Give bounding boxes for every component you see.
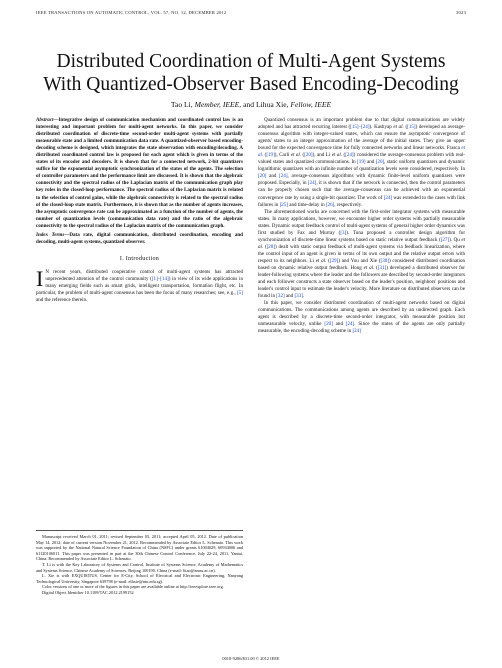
author-1-affiliation: Member, IEEE, xyxy=(194,100,242,109)
citation-link[interactable]: [30] xyxy=(380,257,389,264)
author-conjunction: and xyxy=(243,100,255,109)
text-run: , static uniform quantizers and dynamic logarithmic quantizers with an infinite number of quantization levels were considered, respectively. In xyxy=(258,159,466,173)
text-run: ( xyxy=(374,264,378,271)
text-run: , it is shown that if the network is connected, then the control parameters can be properly chosen such that the average-consensus can be achieved with an exponential convergence rate by using a single-bit quantizer. The work of xyxy=(258,180,465,201)
citation-link[interactable]: [27] xyxy=(440,236,450,243)
text-run: and xyxy=(266,173,280,180)
intro-text-b: ) in view of its wide applications in many emerging fields such as smart grids, intelligent transportation, formation flight, etc. In particular, the problem of multi-agent consensus has been the focus of many researches; see, e.g., xyxy=(36,275,243,297)
citation-link[interactable]: [26] xyxy=(325,201,335,208)
text-run: , average-consensus algorithms with dynamic finite-level uniform quantizers were proposed. Especially, in xyxy=(258,173,465,187)
et-al: et al. xyxy=(331,152,343,159)
citation-link[interactable]: [31] xyxy=(377,264,387,271)
text-run: ( xyxy=(403,124,408,131)
text-run: ) considered the average-consensus problem with real-valued states and quantized communications. In xyxy=(258,152,465,166)
citation-link[interactable]: [1]–[14] xyxy=(151,275,169,282)
abstract xyxy=(36,117,243,230)
text-run: ) developed a distributed observer for leader-following systems where the leader and the followers are described by second-order integrators and each follower constructs a state observer based on the leader's position, neighbors' positions and leader's control input to estimate the leader's velocity. More literature on distributed observers can be found in xyxy=(258,264,465,300)
index-terms xyxy=(36,232,243,246)
citation-link[interactable]: [20] xyxy=(324,321,333,328)
citation-link[interactable]: [24] xyxy=(279,173,288,180)
citation-link[interactable]: [29] xyxy=(329,257,339,264)
left-column xyxy=(36,117,243,304)
footnote-manuscript: Manuscript received March 01, 2011; revised September 03, 2011; accepted April 05, 2012. Date of publication May 14, 2012; date of current version November 21, 2012. Recommended by Associate Editor L. Schenato. This work was supported by the National Natural Science Foundation of China (NSFC) under grants 61004029, 60934006 and 61120106011. This paper was presented in part at the 30th Chinese Control Conference, July 22-24, 2011, Yantai, China. Recommended by Associate Editor L. Schenato. xyxy=(36,534,243,562)
page-number: 3023 xyxy=(456,10,466,15)
citation-link[interactable]: [5] xyxy=(237,290,243,297)
text-run: In this paper, we consider distributed coordination of multi-agent networks based on digital communications. The communications among agents are described by an undirected graph. Each agent is described by a discrete-time second-order integrator, with measurable position but unmeasurable velocity, unlike xyxy=(258,300,465,328)
text-run: ( xyxy=(326,257,330,264)
text-run: and xyxy=(365,159,376,166)
introduction-paragraph xyxy=(36,265,243,304)
intro-text-a: N recent years, distributed cooperative control of multi-agent systems has attracted unprecedented attention of the control community ( xyxy=(45,268,243,282)
citation-link[interactable]: [20] xyxy=(258,173,267,180)
citation-link[interactable]: [3] xyxy=(340,229,347,236)
title-line-1: Distributed Coordination of Multi-Agent Systems xyxy=(56,51,446,72)
citation-link[interactable]: [25] xyxy=(279,201,289,208)
first-page-footnote xyxy=(36,530,243,596)
citation-link[interactable]: [32] xyxy=(276,293,285,300)
text-run: and time-delay in xyxy=(288,201,326,208)
text-run: ( xyxy=(342,152,346,159)
citation-link[interactable]: [28] xyxy=(266,243,276,250)
index-terms-text: —Data rate, digital communication, distributed coordination, encoding and decoding, multi-agent systems, quantized observer. xyxy=(36,231,243,245)
citation-link[interactable]: [20] xyxy=(304,152,313,159)
author-2-affiliation: Fellow, IEEE xyxy=(290,100,332,109)
copyright-line: 0018-9286/$31.00 © 2012 IEEE xyxy=(222,656,280,661)
footnote-color-versions: Color versions of one or more of the figures in this paper are available online at http://ieeexplore.ieee.org. xyxy=(42,584,224,590)
abstract-text: —Integrative design of communication mechanism and coordinated control law is an interesting and important problem for multi-agent networks. In this paper, we consider distributed coordination of discrete-time second-order multi-agent systems with partially measurable state and a limited communication data rate. A quantized-observer based encoding-decoding scheme is designed, which integrates the state observation with encoding/decoding. A distributed coordinated control law is proposed for each agent which is given in terms of the states of its encoder and decoders. It is shown that for a connected network, 2-bit quantizers suffice for the exponential asymptotic synchronization of the states of the agents. The selection of controller parameters and the performance limit are discussed. It is shown that the algebraic connectivity and the spectral radius of the Laplacian matrix of the communication graph play key roles in the closed-loop performance. The spectral radius of the Laplacian matrix is related to the selection of control gains, while the algebraic connectivity is related to the spectral radius of the closed-loop state matrix. Furthermore, it is shown that as the number of agents increases, the asymptotic convergence rate can be approximated as a function of the number of agents, the number of quantization levels (communication data rate) and the ratio of the algebraic connectivity to the spectral radius of the Laplacian matrix of the communication graph. xyxy=(36,117,243,229)
body-paragraph-1 xyxy=(258,117,465,209)
et-al: et al. xyxy=(363,264,375,271)
citation-link[interactable]: [15]–[24] xyxy=(350,124,370,131)
right-column xyxy=(258,117,465,335)
text-run: ) and You and Xie ( xyxy=(338,257,381,264)
drop-cap: I xyxy=(36,265,44,291)
et-al: et al. xyxy=(290,152,302,159)
text-run: ). Tuna proposed a controller design algorithm for synchronization of discrete-time linear systems based on static relative output feedback ( xyxy=(258,229,466,243)
footnote-doi: Digital Object Identifier 10.1109/TAC.2012.2199152 xyxy=(42,589,134,595)
body-paragraph-2 xyxy=(258,209,465,301)
citation-link[interactable]: [24] xyxy=(345,321,355,328)
text-run: ( xyxy=(263,243,267,250)
text-run: ( xyxy=(301,152,305,159)
author-2: Lihua Xie xyxy=(255,100,287,109)
footnote-author-1: T. Li is with the Key Laboratory of Systems and Control, Institute of Systems Science, Academy of Mathematics and Systems Science, Chinese Academy of Sciences, Beijing 100190, China (e-mail: litao@amss.ac.cn). xyxy=(36,561,243,573)
citation-link[interactable]: [24] xyxy=(345,152,354,159)
text-run: ), and Li xyxy=(312,152,332,159)
text-run: . Since the states of the agents are only partially measurable, the encoding-decoding scheme in xyxy=(258,321,466,335)
author-1: Tao Li xyxy=(170,100,191,109)
journal-name: IEEE TRANSACTIONS ON AUTOMATIC CONTROL, VOL. 57, NO. 12, DECEMBER 2012 xyxy=(36,10,227,15)
citation-link[interactable]: [20] xyxy=(375,159,385,166)
text-run: The aforementioned works are concerned with the first-order integrator systems with measurable states. In many applications, however, we encounter higher order systems with partially measurable states. Dynamic output feedback control of multi-agent systems of general higher order dynamics was first studied by Fax and Murray ( xyxy=(258,208,465,236)
index-terms-label: Index Terms xyxy=(36,231,65,238)
citation-link[interactable]: [33] xyxy=(294,293,303,300)
text-run: ). Qu xyxy=(449,236,462,243)
et-al: et al. xyxy=(258,236,465,250)
body-paragraph-3 xyxy=(258,300,465,335)
et-al: et al. xyxy=(315,257,327,264)
text-run: ). Kashyap xyxy=(369,124,394,131)
text-run: ) considered distributed coordination based on dynamic relative output feedback. Hong xyxy=(258,257,465,271)
citation-link[interactable]: [19] xyxy=(266,152,275,159)
text-run: was extended to the cases with link failures in xyxy=(258,194,465,208)
text-run: . xyxy=(302,293,305,300)
paper-title xyxy=(0,50,502,96)
text-run: ) dealt with static output feedback of multi-agent systems via feedback linearization, where the control input of an agent is given in terms of its own output and the relative output errors with respect to its neighbors. Li xyxy=(258,243,465,264)
title-line-2: With Quantized-Observer Based Encoding-Decoding xyxy=(43,74,459,95)
text-run: Quantized consensus is an important problem due to that digital communications are widely adopted and has attracted recurring interest ( xyxy=(258,117,465,131)
text-run: , respectively. xyxy=(334,201,363,208)
text-run: and xyxy=(332,321,346,328)
et-al: et al. xyxy=(258,145,465,159)
citation-link[interactable]: [24] xyxy=(307,180,317,187)
citation-link[interactable]: [19] xyxy=(357,159,366,166)
footnote-author-2: L. Xie is with EXQUISITUS, Center for E-City, School of Electrical and Electronic Engineering, Nanyang Technological University, Singapore 639798 (e-mail: elhxie@ntu.edu.sg). xyxy=(36,573,243,584)
author-line: Tao Li, Member, IEEE, and Lihua Xie, Fellow, IEEE xyxy=(170,100,332,109)
abstract-label: Abstract xyxy=(36,117,54,123)
citation-link[interactable]: [15] xyxy=(407,124,416,131)
citation-link[interactable]: [24] xyxy=(383,194,393,201)
text-run: and xyxy=(284,293,295,300)
text-run: ), Carli xyxy=(274,152,291,159)
running-head xyxy=(36,10,466,15)
text-run: ) developed an average-consensus algorithm with integer-valued states, which can ensure the asymptotic convergence of agents' states to an integer approximation of the average of the initial states. They give an upper bound for the expected convergence time for fully connected networks and linear networks. Frasca xyxy=(258,124,465,152)
et-al: et al. xyxy=(393,124,404,131)
intro-text-c: and the reference therein. xyxy=(36,297,88,304)
section-heading-introduction: I. Introduction xyxy=(119,255,160,262)
citation-link[interactable]: [24] xyxy=(352,328,361,335)
text-run: ( xyxy=(263,152,267,159)
